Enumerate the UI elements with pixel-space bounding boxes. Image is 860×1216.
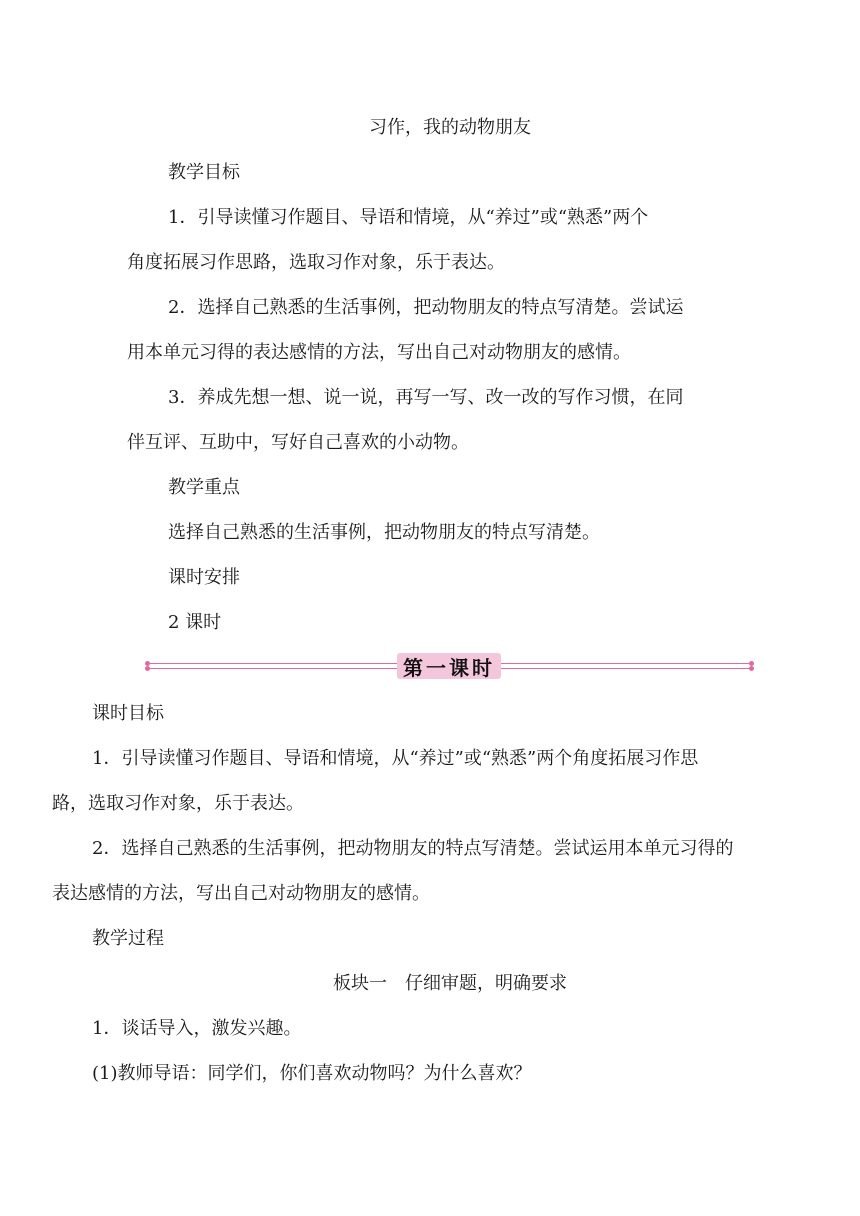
goal-2-line1: 2．选择自己熟悉的生活事例，把动物朋友的特点写清楚。尝试运用本单元习得的: [92, 838, 734, 859]
objective-3-line2: 伴互评、互助中，写好自己喜欢的小动物。: [127, 432, 469, 453]
banner-dot-right-bottom: [749, 666, 754, 671]
objectives-heading: 教学目标: [168, 162, 240, 183]
schedule-heading: 课时安排: [168, 567, 240, 588]
objective-2-line1: 2．选择自己熟悉的生活事例，把动物朋友的特点写清楚。尝试运: [168, 297, 684, 318]
banner-rule-left-bottom: [148, 668, 397, 669]
banner-rule-left-top: [148, 663, 397, 664]
section-title: 板块一 仔细审题，明确要求: [333, 973, 567, 994]
objective-1-line2: 角度拓展习作思路，选取习作对象，乐于表达。: [127, 252, 505, 273]
goal-1-line1: 1．引导读懂习作题目、导语和情境，从“养过”或“熟悉”两个角度拓展习作思: [92, 748, 699, 769]
objective-3-line1: 3．养成先想一想、说一说，再写一写、改一改的写作习惯，在同: [168, 387, 684, 408]
step-1: 1．谈话导入，激发兴趣。: [92, 1018, 302, 1039]
banner-rule-right-top: [501, 663, 751, 664]
schedule-text: 2 课时: [168, 612, 222, 633]
process-heading: 教学过程: [92, 928, 164, 949]
banner-label: 第一课时: [397, 653, 501, 679]
step-1-1: (1)教师导语：同学们，你们喜欢动物吗？为什么喜欢？: [92, 1063, 532, 1084]
goal-1-line2: 路，选取习作对象，乐于表达。: [52, 793, 304, 814]
goals-heading: 课时目标: [92, 703, 164, 724]
banner-dot-left-bottom: [145, 666, 150, 671]
key-point-text: 选择自己熟悉的生活事例，把动物朋友的特点写清楚。: [168, 522, 600, 543]
lesson-banner: [145, 651, 755, 681]
key-point-heading: 教学重点: [168, 477, 240, 498]
objective-1-line1: 1．引导读懂习作题目、导语和情境，从“养过”或“熟悉”两个: [168, 207, 649, 228]
goal-2-line2: 表达感情的方法，写出自己对动物朋友的感情。: [52, 883, 430, 904]
page-title: 习作，我的动物朋友: [369, 117, 531, 138]
banner-rule-right-bottom: [501, 668, 751, 669]
objective-2-line2: 用本单元习得的表达感情的方法，写出自己对动物朋友的感情。: [127, 342, 631, 363]
